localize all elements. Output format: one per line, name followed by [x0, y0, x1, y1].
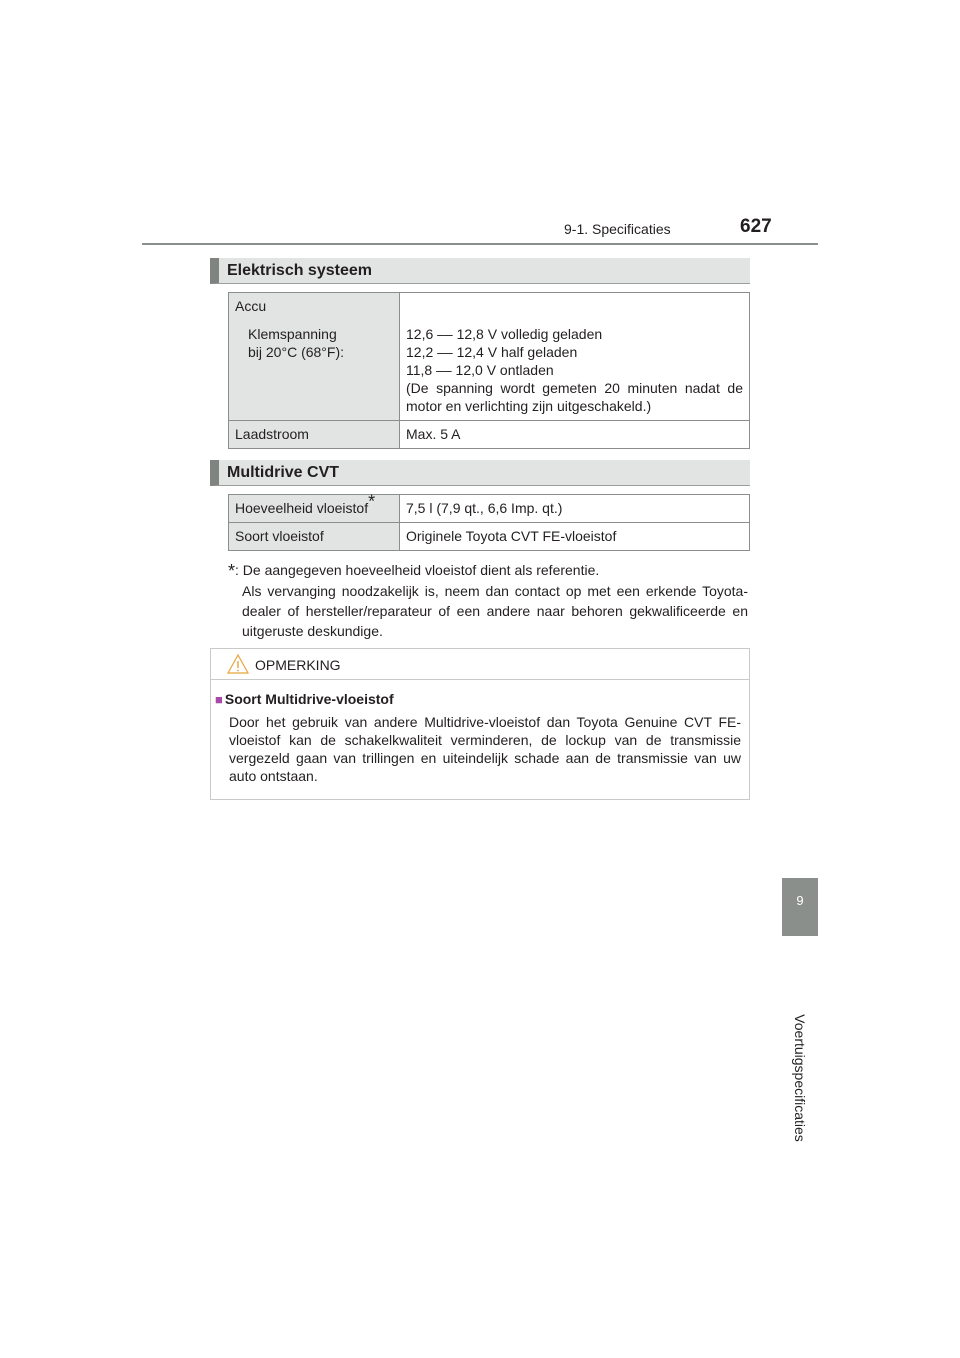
- voltage-line: 12,2 –– 12,4 V half geladen: [406, 344, 578, 360]
- header-rule: [142, 243, 818, 245]
- table-value-cell: [400, 421, 750, 449]
- charge-value: Max. 5 A: [406, 426, 461, 442]
- voltage-label-line-1: Klemspanning: [248, 326, 337, 342]
- table-value-cell: [400, 495, 750, 523]
- notice-header: [211, 649, 749, 680]
- fluid-quantity-value: 7,5 l (7,9 qt., 6,6 Imp. qt.): [406, 500, 563, 516]
- notice-subheading: [215, 691, 394, 707]
- table-label-cell: [229, 523, 400, 551]
- footnote: [228, 560, 748, 641]
- footnote-body: Als vervanging noodzakelijk is, neem dan contact op met een erkende Toyota-dealer of hersteller/reparateur of een andere naar behoren gekwalificeerde en uitgeruste deskundige.: [242, 583, 748, 639]
- section-title: Multidrive CVT: [227, 464, 340, 481]
- voltage-line: 12,6 –– 12,8 V volledig geladen: [406, 326, 603, 342]
- electrical-spec-table: [228, 292, 750, 449]
- notice-title: OPMERKING: [255, 657, 341, 673]
- page-number: 627: [740, 216, 772, 237]
- fluid-quantity-label: Hoeveelheid vloeistof: [235, 500, 369, 516]
- table-row: [229, 293, 750, 421]
- table-label-cell: [229, 293, 400, 421]
- table-row: [229, 421, 750, 449]
- header-section-title: 9-1. Specificaties: [564, 221, 671, 237]
- voltage-line: 11,8 –– 12,0 V ontladen: [406, 362, 554, 378]
- chapter-side-label: Voertuigspecificaties: [792, 1014, 808, 1142]
- table-value-cell: [400, 293, 750, 421]
- voltage-label-line-2: bij 20°C (68°F):: [248, 344, 345, 360]
- table-row: [229, 495, 750, 523]
- table-label-cell: [229, 421, 400, 449]
- table-label-cell: [229, 491, 400, 523]
- warning-triangle-icon: [227, 653, 249, 675]
- chapter-tab: 9: [782, 878, 818, 936]
- section-heading-electrical: [210, 258, 750, 284]
- table-row: [229, 523, 750, 551]
- table-value-cell: [400, 523, 750, 551]
- footnote-asterisk: *: [228, 561, 236, 581]
- charge-label: Laadstroom: [235, 426, 309, 442]
- notice-box: [210, 648, 750, 800]
- footnote-marker: *: [368, 491, 376, 512]
- cvt-spec-table: [228, 491, 750, 551]
- footnote-lead: : De aangegeven hoeveelheid vloeistof dient als referentie.: [235, 562, 600, 578]
- battery-label: Accu: [235, 298, 267, 314]
- notice-subheading-text: Soort Multidrive-vloeistof: [224, 691, 394, 707]
- voltage-note: (De spanning wordt gemeten 20 minuten nadat de motor en verlichting zijn uitgeschakeld.): [406, 380, 743, 414]
- section-title: Elektrisch systeem: [227, 262, 372, 279]
- fluid-type-value: Originele Toyota CVT FE-vloeistof: [406, 528, 617, 544]
- square-bullet-icon: ■: [215, 692, 223, 707]
- notice-text: Door het gebruik van andere Multidrive-vloeistof dan Toyota Genuine CVT FE-vloeistof kan de schakelkwaliteit verminderen, de lockup van de transmissie vergezeld gaan van trillingen en uiteindelijk schade aan de transmissie van uw auto ontstaan.: [229, 714, 741, 784]
- fluid-type-label: Soort vloeistof: [235, 528, 324, 544]
- section-heading-cvt: [210, 460, 750, 486]
